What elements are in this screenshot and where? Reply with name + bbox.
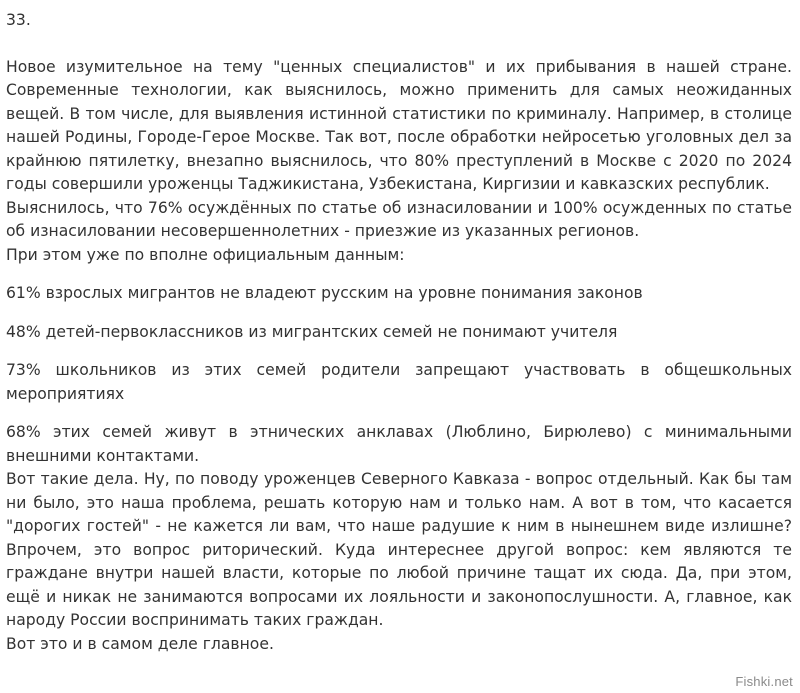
stat-school-events: 73% школьников из этих семей родители запрещают участвовать в общешкольных мероприятиях — [6, 361, 792, 403]
stat-language-knowledge: 61% взрослых мигрантов не владеют русским на уровне понимания законов — [6, 284, 643, 302]
intro-paragraph: Новое изумительное на тему "ценных специалистов" и их прибывания в нашей стране. Современные технологии, как выяснилось, можно применить для самых неожиданных вещей. В том числе, для выявления истинной статистики по криминалу. Например, в столице нашей Родины, Городе-Герое Москве. Так вот, после обработки нейросетью уголовных дел за крайнюю пятилетку, внезапно выяснилось, что 80% преступлений в Москве с 2020 по 2024 годы совершили уроженцы Таджикистана, Узбекистана, Киргизии и кавказских республик. — [6, 57, 792, 193]
rape-statistics-paragraph: Выяснилось, что 76% осуждённых по статье об изнасиловании и 100% осужденных по статье об изнасиловании несовершеннолетних - приезжие из указанных регионов. — [6, 198, 792, 240]
official-data-intro: При этом уже по вполне официальным данным: — [6, 245, 405, 264]
stat-first-graders: 48% детей-первоклассников из мигрантских семей не понимают учителя — [6, 322, 618, 341]
fishki-watermark: Fishki.net — [735, 674, 793, 689]
closing-paragraph: Вот такие дела. Ну, по поводу уроженцев Северного Кавказа - вопрос отдельный. Как бы там ни было, это наша проблема, решать которую нам и только нам. А вот в том, что касается "дорогих гостей" - не кажется ли вам, что наше радушие к ним в нынешнем виде излишне? Впрочем, это вопрос риторический. Куда интереснее другой вопрос: кем являются те граждане внутри нашей власти, которые по любой причине тащат их сюда. Да, при этом, ещё и никак не занимаются вопросами их лояльности и законопослушности. А, главное, как народу России воспринимать таких граждан. — [6, 470, 792, 629]
stat-ethnic-enclaves: 68% этих семей живут в этнических анклавах (Люблино, Бирюлево) с минимальными внешними контактами. — [6, 423, 792, 465]
final-line: Вот это и в самом деле главное. — [6, 634, 274, 653]
post-number: 33. — [6, 11, 31, 29]
post-body — [6, 0, 792, 656]
